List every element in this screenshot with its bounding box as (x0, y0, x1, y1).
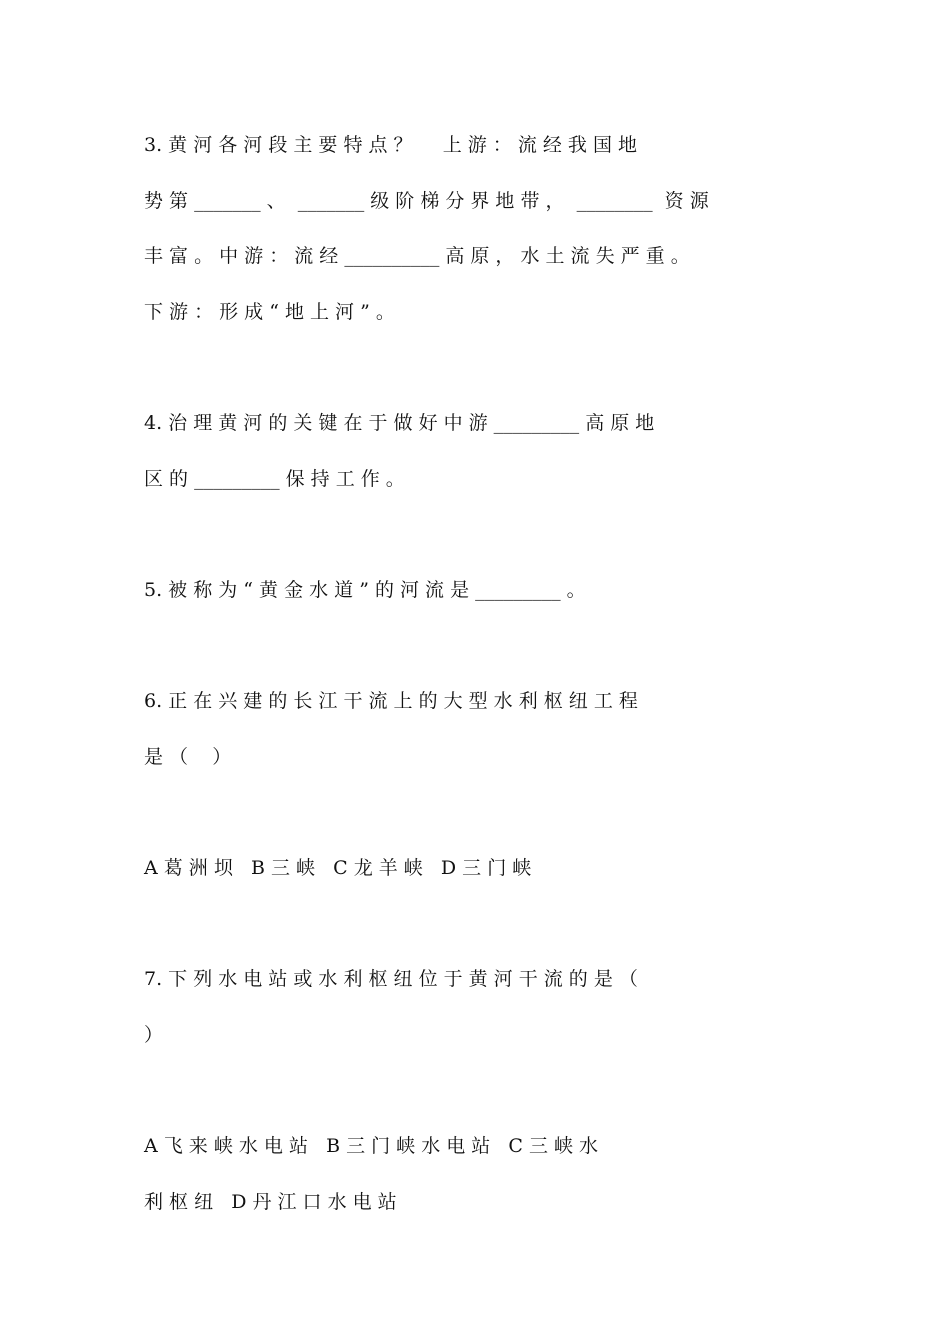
q7-line-1: 7. 下 列 水 电 站 或 水 利 枢 纽 位 于 黄 河 干 流 的 是 （ (144, 968, 638, 990)
q6-line-2: 是 （ ） (144, 746, 232, 768)
q3-line-4: 下 游 ： 形 成 “ 地 上 河 ” 。 (144, 301, 395, 323)
q7-options-line-1: A 飞 来 峡 水 电 站 B 三 门 峡 水 电 站 C 三 峡 水 (144, 1135, 599, 1157)
q6-line-1: 6. 正 在 兴 建 的 长 江 干 流 上 的 大 型 水 利 枢 纽 工 程 (144, 690, 638, 712)
q4-line-2: 区 的 _________ 保 持 工 作 。 (144, 468, 405, 490)
q7-line-2: ） (144, 1024, 164, 1046)
q3-line-2: 势 第 _______ 、 _______ 级 阶 梯 分 界 地 带 ， ________ 资 源 (144, 190, 709, 212)
q3-line-1: 3. 黄 河 各 河 段 主 要 特 点 ？ 上 游 ： 流 经 我 国 地 (144, 134, 637, 156)
q4-line-1: 4. 治 理 黄 河 的 关 键 在 于 做 好 中 游 _________ 高 原 地 (144, 412, 655, 434)
q7-options-line-2: 利 枢 纽 D 丹 江 口 水 电 站 (144, 1191, 397, 1213)
q5-line-1: 5. 被 称 为 “ 黄 金 水 道 ” 的 河 流 是 _________ 。 (144, 579, 586, 601)
q6-options: A 葛 洲 坝 B 三 峡 C 龙 羊 峡 D 三 门 峡 (144, 857, 532, 879)
q3-line-3: 丰 富 。 中 游 ： 流 经 __________ 高 原 ， 水 土 流 失 严 重 。 (144, 245, 690, 267)
